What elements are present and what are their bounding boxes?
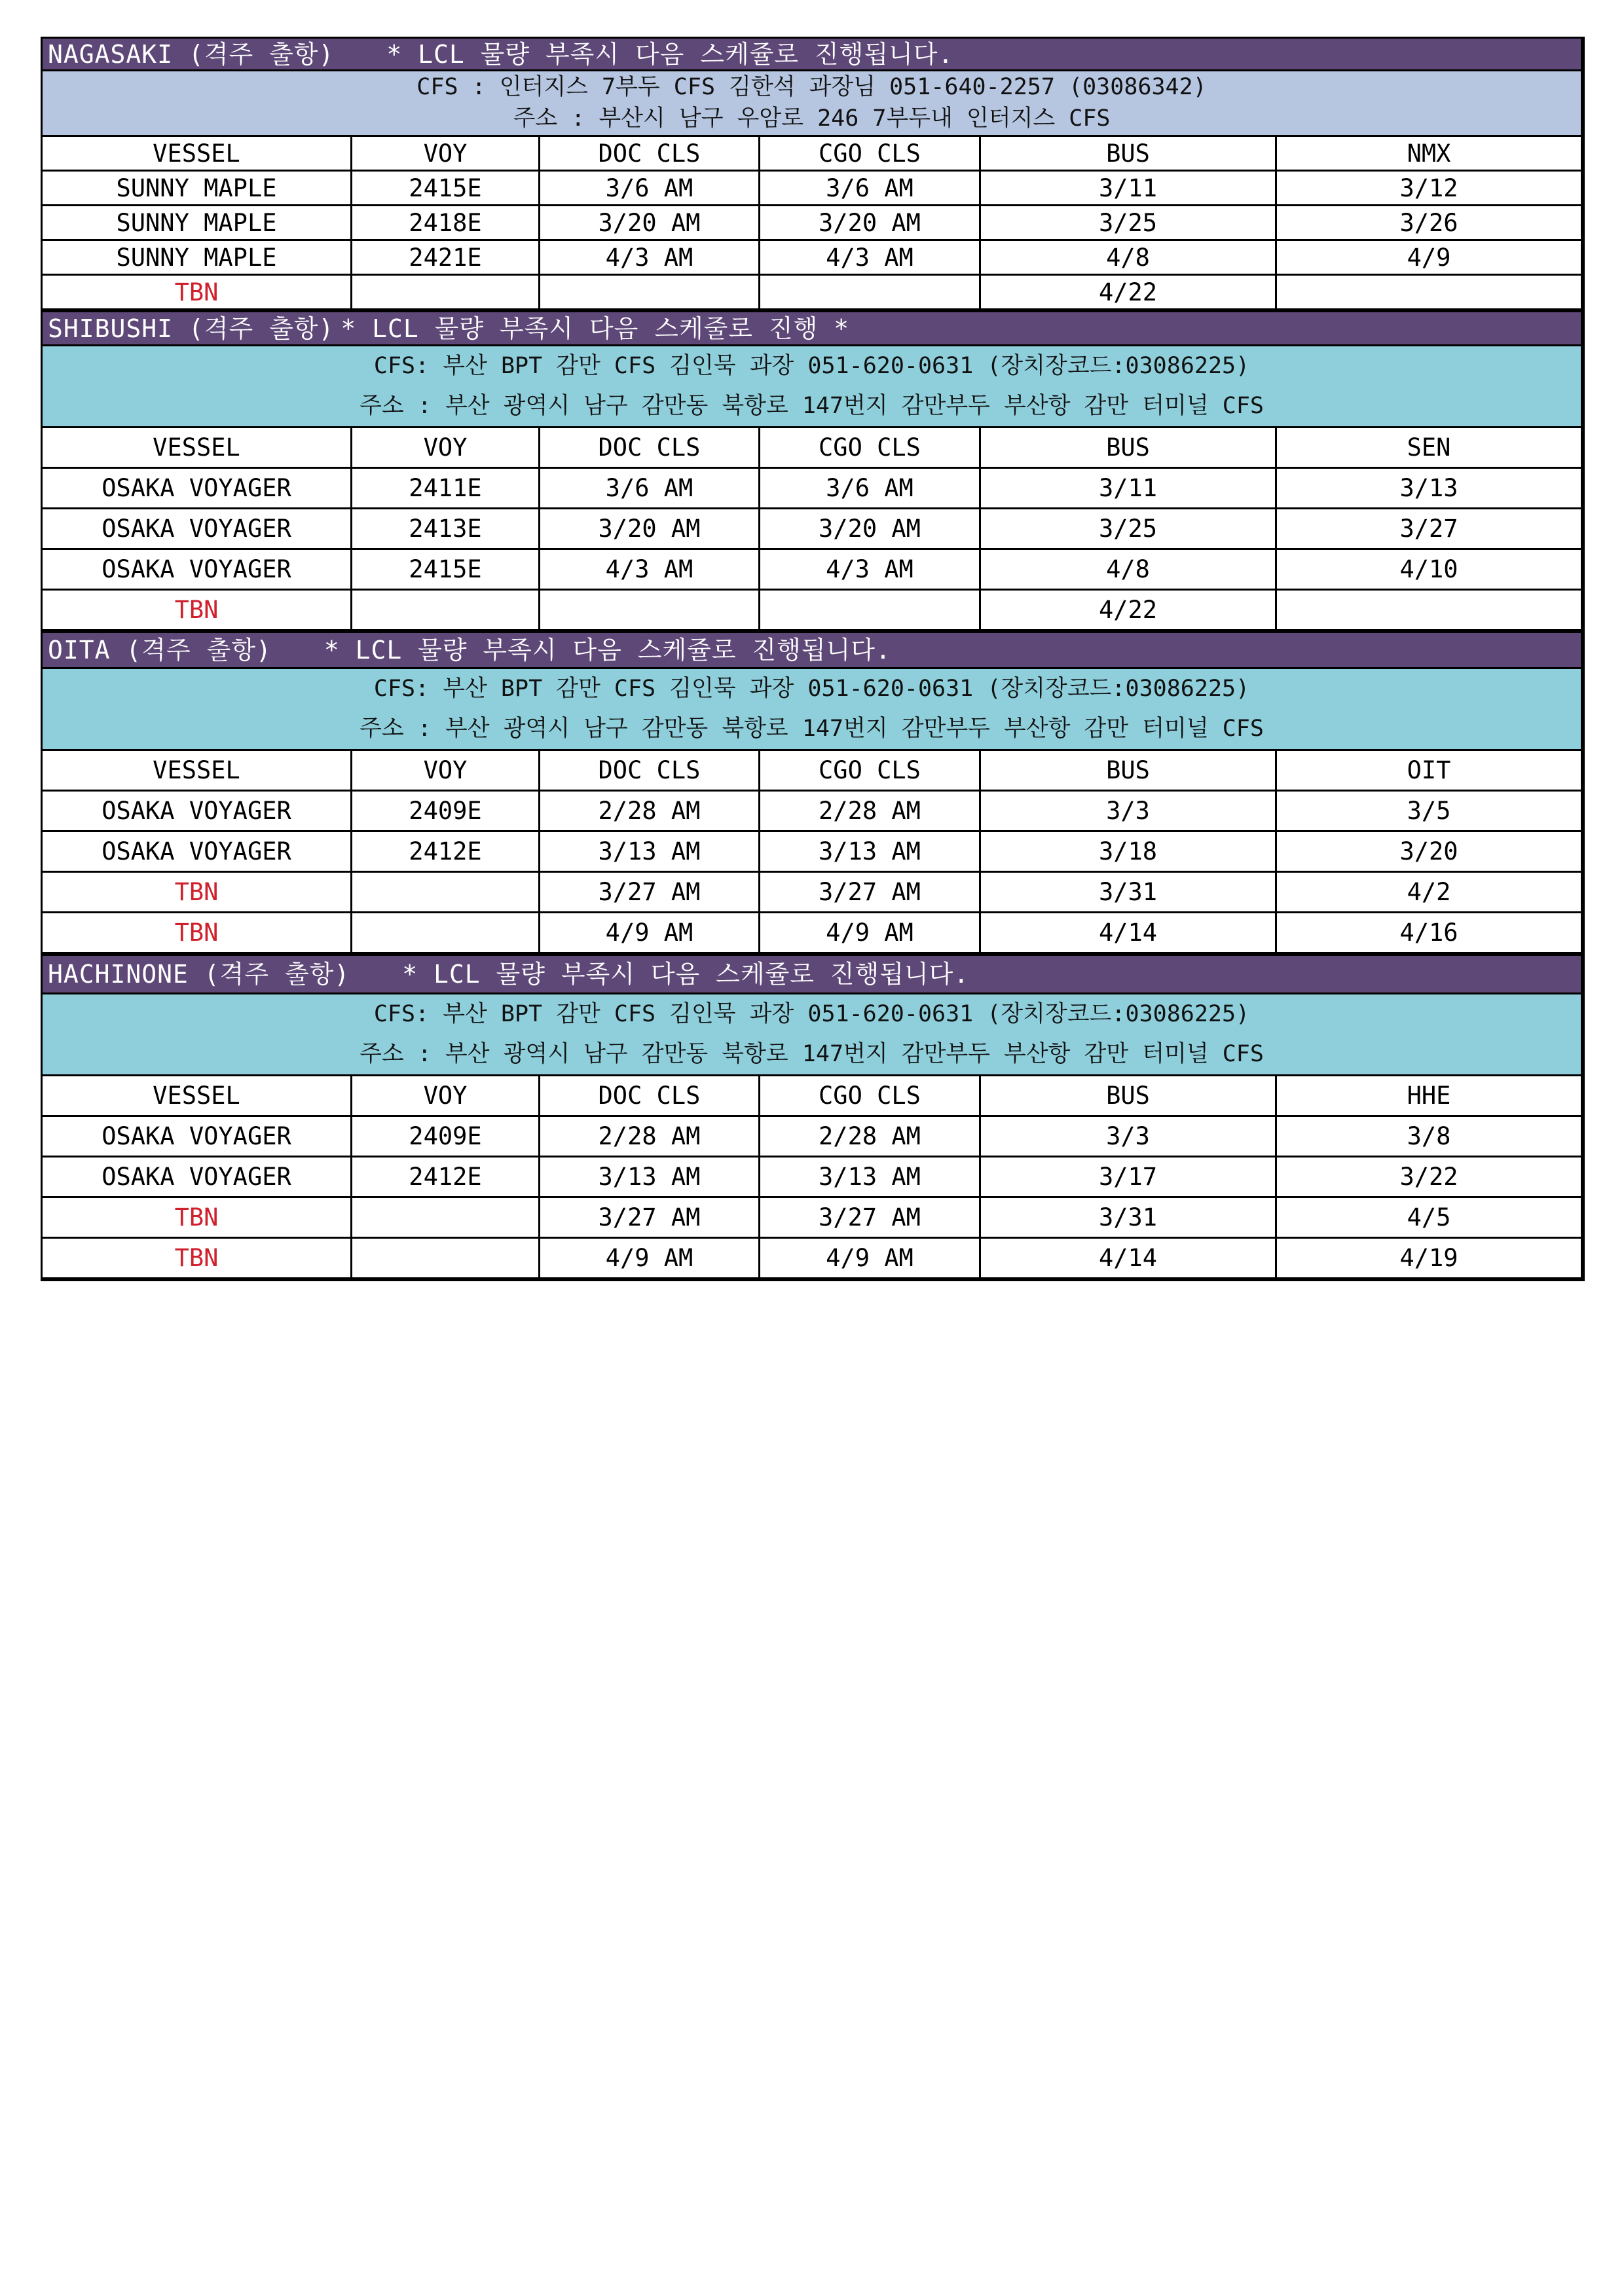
cell-cgo: 4/3 AM [760, 240, 980, 275]
cell-voy: 2421E [352, 240, 540, 275]
cell-vessel: TBN [42, 1238, 352, 1279]
cell-cgo: 3/20 AM [760, 509, 980, 549]
cell-vessel: SUNNY MAPLE [42, 240, 352, 275]
cell-bus: 4/14 [980, 913, 1276, 953]
cell-cgo: 4/9 AM [760, 1238, 980, 1279]
cell-bus: 3/18 [980, 831, 1276, 872]
column-header-voy: VOY [352, 136, 540, 171]
cell-vessel: OSAKA VOYAGER [42, 1157, 352, 1197]
cell-voy [352, 275, 540, 310]
column-header-cgo: CGO CLS [760, 750, 980, 791]
cell-bus: 4/8 [980, 549, 1276, 590]
cell-vessel: OSAKA VOYAGER [42, 791, 352, 831]
column-header-doc: DOC CLS [540, 136, 760, 171]
section-title [42, 312, 1582, 346]
cell-vessel: OSAKA VOYAGER [42, 509, 352, 549]
cell-dest: 3/8 [1276, 1116, 1582, 1157]
column-header-bus: BUS [980, 1076, 1276, 1116]
column-header-row [42, 136, 1582, 171]
cell-cgo: 4/3 AM [760, 549, 980, 590]
cell-cgo: 3/27 AM [760, 872, 980, 913]
cell-doc: 2/28 AM [540, 791, 760, 831]
cell-vessel: OSAKA VOYAGER [42, 831, 352, 872]
cell-voy: 2415E [352, 171, 540, 206]
table-row [42, 1157, 1582, 1197]
cfs-contact: CFS: 부산 BPT 감만 CFS 김인묵 과장 051-620-0631 (장치장코드:03086225) [42, 346, 1582, 387]
cell-cgo: 3/6 AM [760, 171, 980, 206]
cell-doc [540, 275, 760, 310]
table-row [42, 1197, 1582, 1238]
cfs-line-row [42, 668, 1582, 710]
table-row [42, 590, 1582, 630]
cell-dest: 4/2 [1276, 872, 1582, 913]
section-title-row [42, 955, 1582, 994]
cell-cgo: 3/20 AM [760, 206, 980, 240]
cell-voy [352, 1238, 540, 1279]
table-row [42, 913, 1582, 953]
cell-bus: 4/22 [980, 590, 1276, 630]
cell-bus: 4/14 [980, 1238, 1276, 1279]
address-line-row [42, 710, 1582, 750]
cell-voy: 2409E [352, 1116, 540, 1157]
cell-dest: 3/20 [1276, 831, 1582, 872]
cell-voy [352, 913, 540, 953]
column-header-bus: BUS [980, 750, 1276, 791]
cell-voy [352, 590, 540, 630]
cell-cgo: 3/13 AM [760, 831, 980, 872]
table-row [42, 275, 1582, 310]
cell-cgo [760, 275, 980, 310]
cell-voy: 2413E [352, 509, 540, 549]
cell-bus: 3/3 [980, 1116, 1276, 1157]
section-title-row [42, 312, 1582, 346]
cell-vessel: OSAKA VOYAGER [42, 468, 352, 509]
cfs-line-row [42, 346, 1582, 387]
section-title [42, 632, 1582, 668]
cfs-address: 주소 : 부산 광역시 남구 감만동 북항로 147번지 감만부두 부산항 감만 터미널 CFS [42, 1035, 1582, 1076]
table-row [42, 509, 1582, 549]
cell-vessel: TBN [42, 913, 352, 953]
cell-vessel: TBN [42, 1197, 352, 1238]
cell-bus: 4/22 [980, 275, 1276, 310]
column-header-cgo: CGO CLS [760, 428, 980, 468]
cell-bus: 3/11 [980, 468, 1276, 509]
cell-doc: 3/20 AM [540, 509, 760, 549]
cell-cgo: 3/6 AM [760, 468, 980, 509]
cfs-address: 주소 : 부산시 남구 우암로 246 7부두내 인터지스 CFS [42, 103, 1582, 136]
column-header-voy: VOY [352, 1076, 540, 1116]
cfs-address: 주소 : 부산 광역시 남구 감만동 북항로 147번지 감만부두 부산항 감만 터미널 CFS [42, 710, 1582, 750]
section-title-row [42, 38, 1582, 71]
cell-cgo [760, 590, 980, 630]
lcl-notice: * LCL 물량 부족시 다음 스케쥴로 진행됩니다. [386, 39, 954, 69]
cfs-contact: CFS: 부산 BPT 감만 CFS 김인묵 과장 051-620-0631 (장치장코드:03086225) [42, 994, 1582, 1035]
cell-dest: 3/22 [1276, 1157, 1582, 1197]
schedule-section-hachinone [41, 954, 1585, 1281]
table-row [42, 549, 1582, 590]
schedule-table [41, 310, 1583, 631]
column-header-doc: DOC CLS [540, 750, 760, 791]
column-header-destination: HHE [1276, 1076, 1582, 1116]
cell-bus: 3/25 [980, 206, 1276, 240]
cell-bus: 3/17 [980, 1157, 1276, 1197]
cell-cgo: 2/28 AM [760, 1116, 980, 1157]
cell-dest: 4/19 [1276, 1238, 1582, 1279]
cell-doc: 3/27 AM [540, 1197, 760, 1238]
sailing-frequency: (격주 출항) [204, 960, 350, 989]
cell-dest: 4/9 [1276, 240, 1582, 275]
cell-cgo: 3/27 AM [760, 1197, 980, 1238]
port-name: HACHINONE [48, 960, 189, 989]
table-row [42, 1116, 1582, 1157]
cell-doc: 4/9 AM [540, 1238, 760, 1279]
cfs-contact: CFS: 부산 BPT 감만 CFS 김인묵 과장 051-620-0631 (장치장코드:03086225) [42, 668, 1582, 710]
cell-dest: 3/27 [1276, 509, 1582, 549]
cell-doc: 3/6 AM [540, 468, 760, 509]
column-header-cgo: CGO CLS [760, 1076, 980, 1116]
cell-dest: 3/26 [1276, 206, 1582, 240]
address-line-row [42, 387, 1582, 428]
column-header-doc: DOC CLS [540, 428, 760, 468]
table-row [42, 872, 1582, 913]
cell-cgo: 2/28 AM [760, 791, 980, 831]
column-header-row [42, 1076, 1582, 1116]
cell-cgo: 4/9 AM [760, 913, 980, 953]
lcl-notice: * LCL 물량 부족시 다음 스케쥴로 진행됩니다. [323, 636, 891, 665]
column-header-destination: NMX [1276, 136, 1582, 171]
cell-cgo: 3/13 AM [760, 1157, 980, 1197]
column-header-vessel: VESSEL [42, 428, 352, 468]
cell-voy: 2409E [352, 791, 540, 831]
cell-dest: 3/13 [1276, 468, 1582, 509]
cell-doc: 3/27 AM [540, 872, 760, 913]
column-header-row [42, 428, 1582, 468]
section-title-row [42, 632, 1582, 668]
cell-dest: 3/12 [1276, 171, 1582, 206]
cell-bus: 3/25 [980, 509, 1276, 549]
column-header-destination: OIT [1276, 750, 1582, 791]
column-header-doc: DOC CLS [540, 1076, 760, 1116]
cell-vessel: OSAKA VOYAGER [42, 1116, 352, 1157]
column-header-voy: VOY [352, 428, 540, 468]
table-row [42, 171, 1582, 206]
schedule-section-shibushi [41, 310, 1585, 633]
sailing-frequency: (격주 출항) [188, 314, 335, 343]
column-header-voy: VOY [352, 750, 540, 791]
cell-vessel: TBN [42, 872, 352, 913]
cell-bus: 3/31 [980, 872, 1276, 913]
cell-voy: 2411E [352, 468, 540, 509]
cfs-line-row [42, 994, 1582, 1035]
cell-doc [540, 590, 760, 630]
table-row [42, 206, 1582, 240]
cell-vessel: SUNNY MAPLE [42, 171, 352, 206]
cell-dest [1276, 590, 1582, 630]
cell-voy: 2415E [352, 549, 540, 590]
address-line-row [42, 103, 1582, 136]
cell-doc: 3/13 AM [540, 831, 760, 872]
section-title [42, 955, 1582, 994]
sailing-frequency: (격주 출항) [126, 636, 272, 665]
lcl-notice: * LCL 물량 부족시 다음 스케쥴로 진행됩니다. [402, 960, 970, 989]
cell-doc: 2/28 AM [540, 1116, 760, 1157]
cell-doc: 3/13 AM [540, 1157, 760, 1197]
column-header-bus: BUS [980, 136, 1276, 171]
cell-voy: 2418E [352, 206, 540, 240]
cell-voy [352, 1197, 540, 1238]
schedule-section-nagasaki [41, 37, 1585, 312]
cell-doc: 3/20 AM [540, 206, 760, 240]
column-header-bus: BUS [980, 428, 1276, 468]
cell-voy [352, 872, 540, 913]
lcl-notice: * LCL 물량 부족시 다음 스케줄로 진행 * [341, 314, 850, 343]
cell-vessel: TBN [42, 590, 352, 630]
cell-bus: 3/3 [980, 791, 1276, 831]
cell-doc: 4/9 AM [540, 913, 760, 953]
cell-doc: 3/6 AM [540, 171, 760, 206]
address-line-row [42, 1035, 1582, 1076]
cell-doc: 4/3 AM [540, 549, 760, 590]
schedule-table [41, 954, 1583, 1279]
port-name: NAGASAKI [48, 39, 174, 69]
cell-bus: 3/31 [980, 1197, 1276, 1238]
cell-vessel: TBN [42, 275, 352, 310]
cell-dest: 3/5 [1276, 791, 1582, 831]
cell-bus: 3/11 [980, 171, 1276, 206]
schedule-table [41, 37, 1583, 310]
cell-dest [1276, 275, 1582, 310]
cell-bus: 4/8 [980, 240, 1276, 275]
column-header-vessel: VESSEL [42, 1076, 352, 1116]
column-header-vessel: VESSEL [42, 136, 352, 171]
table-row [42, 1238, 1582, 1279]
schedule-sheet [41, 37, 1581, 1281]
cell-voy: 2412E [352, 1157, 540, 1197]
schedule-section-oita [41, 631, 1585, 956]
table-row [42, 791, 1582, 831]
cfs-address: 주소 : 부산 광역시 남구 감만동 북항로 147번지 감만부두 부산항 감만 터미널 CFS [42, 387, 1582, 428]
cell-dest: 4/10 [1276, 549, 1582, 590]
column-header-cgo: CGO CLS [760, 136, 980, 171]
table-row [42, 831, 1582, 872]
schedule-table [41, 631, 1583, 954]
column-header-vessel: VESSEL [42, 750, 352, 791]
cell-doc: 4/3 AM [540, 240, 760, 275]
column-header-row [42, 750, 1582, 791]
table-row [42, 468, 1582, 509]
cell-dest: 4/16 [1276, 913, 1582, 953]
cfs-line-row [42, 71, 1582, 103]
cell-dest: 4/5 [1276, 1197, 1582, 1238]
cell-vessel: OSAKA VOYAGER [42, 549, 352, 590]
section-title [42, 38, 1582, 71]
cell-vessel: SUNNY MAPLE [42, 206, 352, 240]
port-name: SHIBUSHI [48, 314, 174, 343]
cell-voy: 2412E [352, 831, 540, 872]
port-name: OITA [48, 636, 111, 665]
cfs-contact: CFS : 인터지스 7부두 CFS 김한석 과장님 051-640-2257 (03086342) [42, 71, 1582, 103]
sailing-frequency: (격주 출항) [188, 39, 335, 69]
column-header-destination: SEN [1276, 428, 1582, 468]
table-row [42, 240, 1582, 275]
